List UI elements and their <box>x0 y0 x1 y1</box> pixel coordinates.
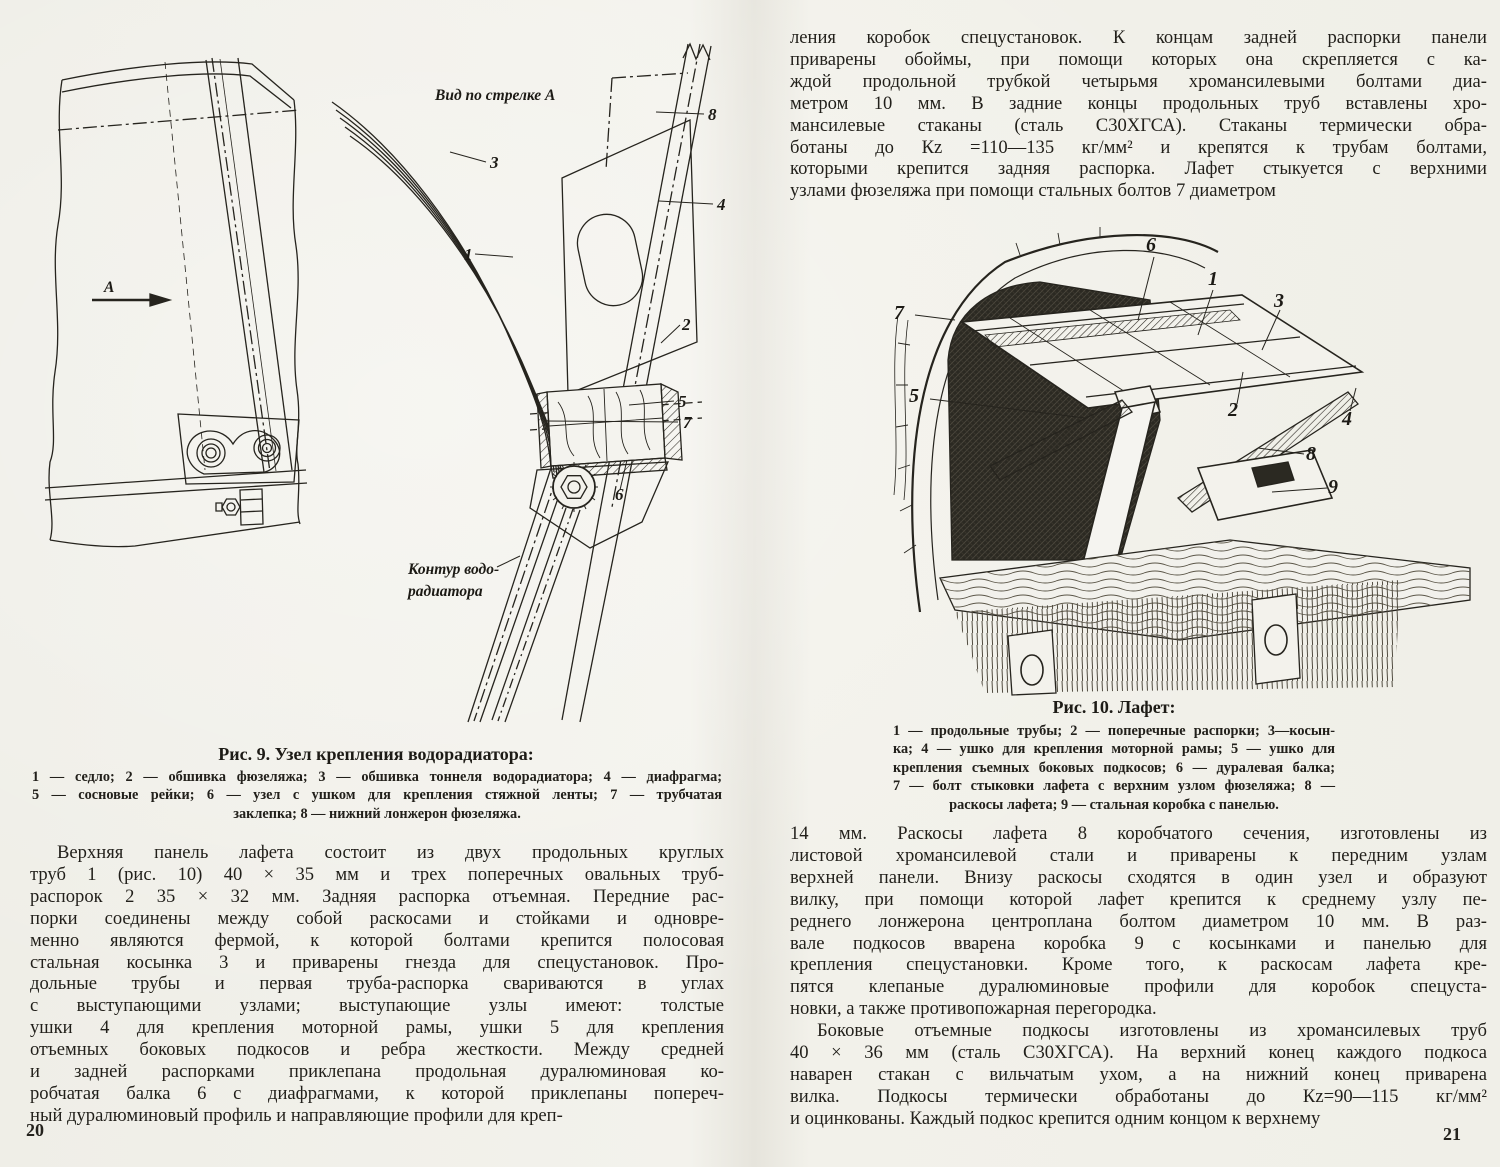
callout-5: 5 <box>909 385 919 407</box>
text-line: с выступающими узлами; выступающие узлы имеют: толстые <box>30 995 724 1017</box>
callout-3: 3 <box>1274 290 1284 312</box>
callout-6: 6 <box>1146 234 1156 256</box>
figure-10-caption-title: Рис. 10. Лафет: <box>1052 697 1176 717</box>
text-line: наварен стакан с вильчатым ухом, а на нижний конец приварена <box>790 1063 1487 1085</box>
text-line: порки соединены между собой раскосами и стойками и одновре- <box>30 907 724 929</box>
text-line: ботаны до Кz =110—135 кг/мм² и крепятся к трубам болтами, <box>790 136 1487 158</box>
text-line: приварены обоймы, при помощи которых она скрепляется с ка- <box>790 48 1487 70</box>
callout-5: 5 <box>678 392 687 411</box>
text-line: 5 — сосновые рейки; 6 — узел с ушком для крепления стяжной ленты; 7 — трубчатая <box>32 787 722 804</box>
text-line: 7 — болт стыковки лафета с верхним узлом фюзеляжа; 8 — <box>893 778 1335 795</box>
text-line: заклепка; 8 — нижний лонжерон фюзеляжа. <box>233 805 521 822</box>
text-line: верхней панели. Внизу раскосы сходятся в один узел и образуют <box>790 866 1487 888</box>
arrow-a-label: А <box>104 279 115 296</box>
text-line: и задней распорками приклепана продольная дуралюминовая ко- <box>30 1061 724 1083</box>
fuselage-side-view <box>45 58 307 547</box>
text-line: крепления съемных боковых подкосов; 6 — дуралевая балка; <box>893 759 1335 776</box>
callout-8: 8 <box>708 105 717 124</box>
text-line: вале подкосов вварена коробка 9 с косынками и панелью для <box>790 932 1487 954</box>
page-number-left: 20 <box>26 1120 44 1140</box>
text-line: стальная косынка 3 и приварены гнезда для спецустановок. Про- <box>30 951 724 973</box>
bolt-assembly <box>216 489 263 525</box>
top-paragraph <box>790 27 1487 202</box>
text-line: ный дуралюминовый профиль и направляющие профили для креп- <box>30 1104 563 1126</box>
figure-9-caption-title: Рис. 9. Узел крепления водорадиатора: <box>218 744 534 764</box>
paragraph-3 <box>790 1020 1487 1130</box>
figure-10-drawing <box>880 225 1495 697</box>
callout-1: 1 <box>1208 268 1218 290</box>
callout-4: 4 <box>717 195 726 214</box>
text-line: ления коробок спецустановок. К концам задней распорки панели <box>790 27 1487 48</box>
text-line: новки, а также противопожарная перегородка. <box>790 998 1157 1020</box>
text-line: труб 1 (рис. 10) 40 × 35 мм и трех поперечных овальных труб- <box>30 863 724 885</box>
contour-label-line1: Контур водо- <box>408 561 500 578</box>
callout-6: 6 <box>615 485 624 504</box>
text-line: раскосы лафета; 9 — стальная коробка с панелью. <box>949 796 1279 813</box>
contour-label-line2: радиатора <box>408 583 483 600</box>
callout-8: 8 <box>1306 443 1316 465</box>
text-line: дольные трубы и первая труба-распорка свариваются в углах <box>30 973 724 995</box>
callout-4: 4 <box>1342 408 1352 430</box>
callout-7: 7 <box>683 413 692 432</box>
text-line: Верхняя панель лафета состоит из двух продольных круглых <box>57 842 724 863</box>
text-line: мансилевые стаканы (сталь С30ХГСА). Стаканы термически обра- <box>790 114 1487 136</box>
figure-9-drawing <box>0 0 760 745</box>
callout-3: 3 <box>490 153 499 172</box>
text-line: ушки 4 для крепления моторной рамы, ушки 5 для крепления <box>30 1017 724 1039</box>
callout-2: 2 <box>682 315 691 334</box>
text-line: крепления спецустановки. Кроме того, к раскосам лафета кре- <box>790 954 1487 976</box>
text-line: распорок 2 35 × 32 мм. Задняя распорка отъемная. Передние рас- <box>30 885 724 907</box>
callout-2: 2 <box>1228 399 1238 421</box>
text-line: ка; 4 — ушко для крепления моторной рамы; 5 — ушко для <box>893 741 1335 758</box>
pine-battens-section <box>537 384 682 478</box>
text-line: 40 × 36 мм (сталь С30ХГСА). На верхний конец каждого подкоса <box>790 1041 1487 1063</box>
fitting-plate-right <box>1252 594 1300 684</box>
text-line: реднего лонжерона центроплана болтом диаметром 10 мм. В раз- <box>790 910 1487 932</box>
view-a-drawing <box>332 44 713 722</box>
text-line: вилку, при помощи которой лафет крепится к среднему узлу пе- <box>790 888 1487 910</box>
fitting-plate-left <box>1008 630 1056 695</box>
callout-1: 1 <box>464 245 473 264</box>
text-line: отъемных боковых подкосов и ребра жесткости. Между средней <box>30 1039 724 1061</box>
text-line: 1 — седло; 2 — обшивка фюзеляжа; 3 — обшивка тоннеля водорадиатора; 4 — диафрагма; <box>32 769 722 785</box>
paragraph-2 <box>790 823 1487 1020</box>
page-number-right: 21 <box>1443 1124 1461 1144</box>
attachment-bracket <box>178 414 299 484</box>
text-line: 1 — продольные трубы; 2 — поперечные распорки; 3—косын- <box>893 723 1335 739</box>
text-line: 14 мм. Раскосы лафета 8 коробчатого сечения, изготовлены из <box>790 823 1487 844</box>
text-line: пятся клепаные дуралюминовые профили для коробок спецуста- <box>790 976 1487 998</box>
view-label: Вид по стрелке А <box>435 87 556 104</box>
callout-9: 9 <box>1328 476 1338 498</box>
text-line: робчатая балка 6 с диафрагмами, к которой приклепаны попереч- <box>30 1082 724 1104</box>
body-paragraph <box>30 842 724 1127</box>
figure-10-caption <box>893 722 1335 814</box>
text-line: Боковые отъемные подкосы изготовлены из хромансилевых труб <box>817 1020 1487 1041</box>
callout-7: 7 <box>894 302 904 324</box>
figure-9-caption <box>32 768 722 823</box>
text-line: которыми крепится задняя распорка. Лафет стыкуется с верхними <box>790 158 1487 180</box>
text-line: метром 10 мм. В задние концы продольных труб вставлены хро- <box>790 92 1487 114</box>
text-line: менно являются фермой, к которой болтами крепится полосовая <box>30 929 724 951</box>
text-line: листовой хромансилевой стали и приварены к передним узлам <box>790 844 1487 866</box>
text-line: вилка. Подкосы термически обработаны до Кz=90—115 кг/мм² <box>790 1085 1487 1107</box>
text-line: узлами фюзеляжа при помощи стальных болтов 7 диаметром <box>790 180 1276 202</box>
text-line: и оцинкованы. Каждый подкос крепится одним концом к верхнему <box>790 1107 1321 1129</box>
fuselage-cutaway <box>894 227 1470 695</box>
page-21 <box>755 0 1500 1167</box>
text-line: ждой продольной трубкой четырьмя хромансилевыми болтами диа- <box>790 70 1487 92</box>
